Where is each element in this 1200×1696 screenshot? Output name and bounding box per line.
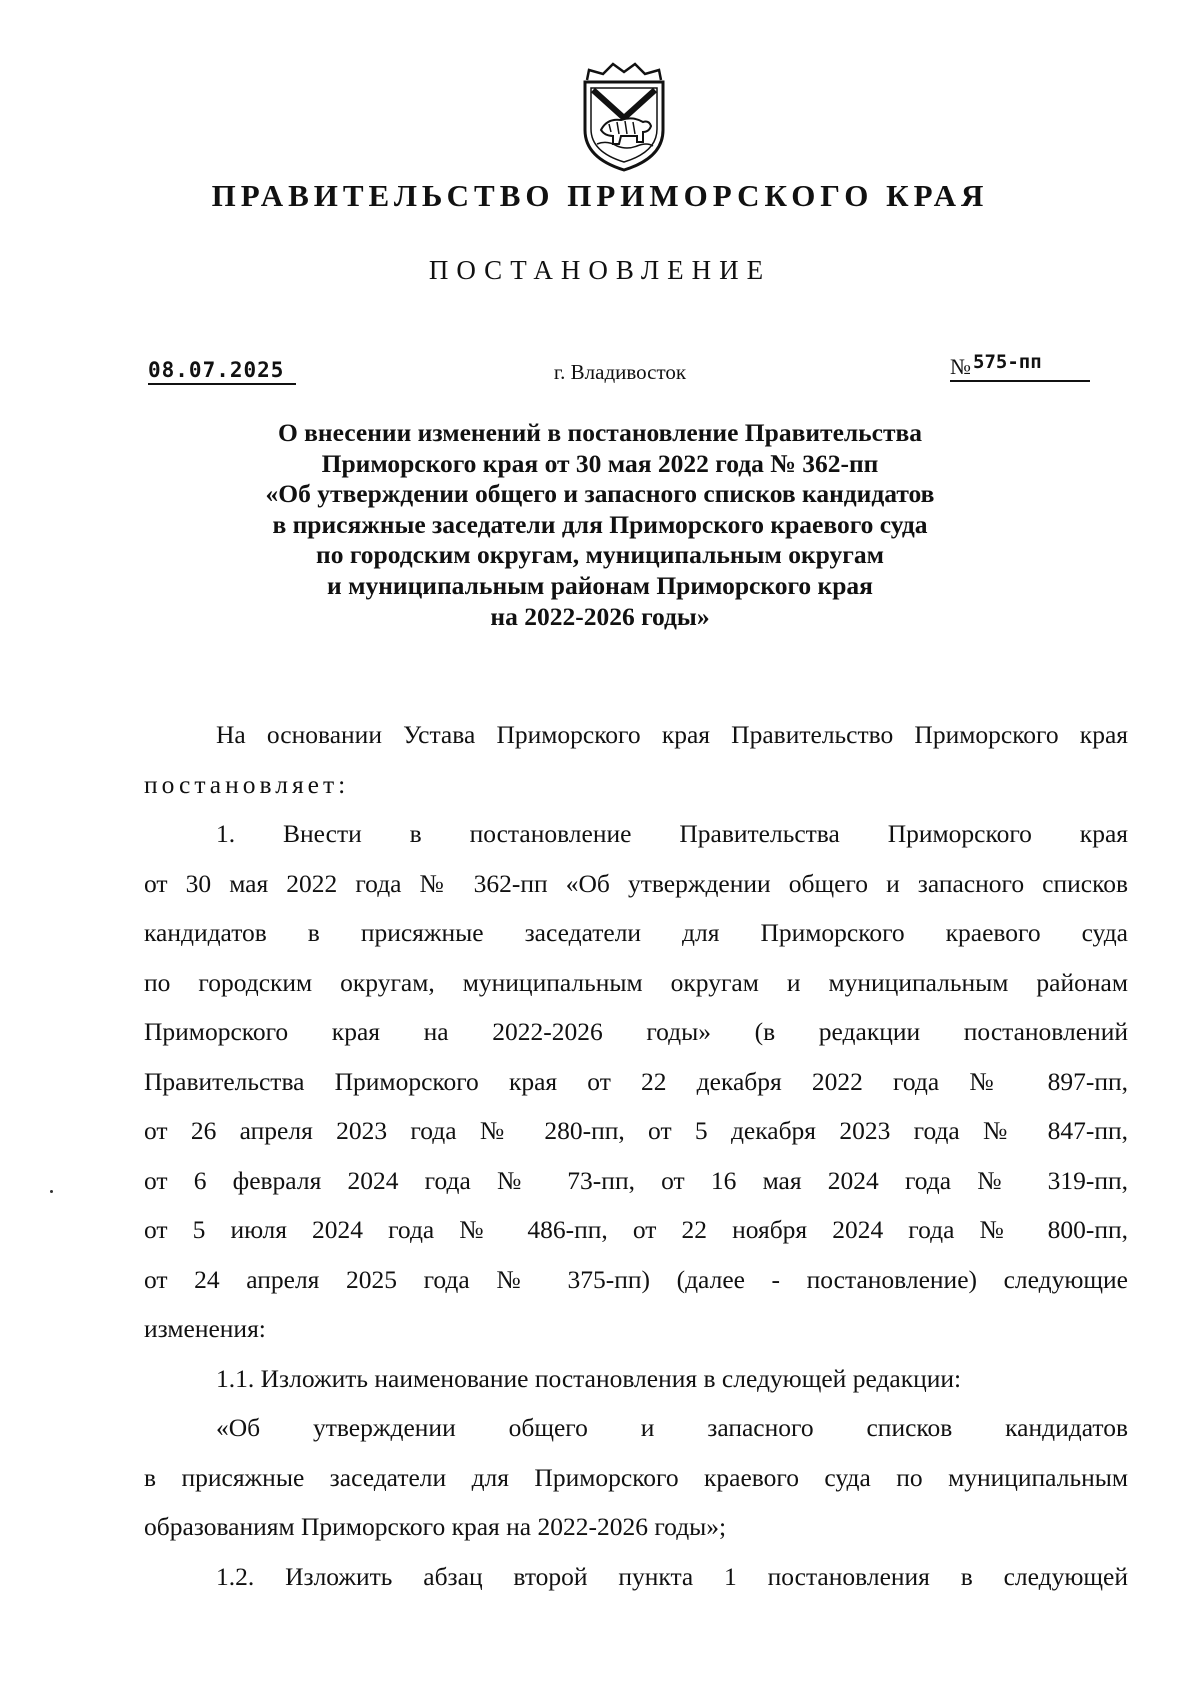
body-line: «Об утверждении общего и запасного списков кандидатов (216, 1413, 1128, 1442)
title-line: по городским округам, муниципальным округам (316, 540, 884, 570)
body-line-decree-word: постановляет: (144, 769, 350, 799)
document-body (144, 710, 1128, 1601)
title-line: О внесении изменений в постановление Правительства (277, 418, 923, 447)
title-line: в присяжные заседатели для Приморского краевого суда (272, 509, 928, 539)
document-type: ПОСТАНОВЛЕНИЕ (428, 255, 772, 285)
body-line: 1. Внести в постановление Правительства Приморского края (216, 819, 1128, 848)
body-line: Правительства Приморского края от 22 декабря 2022 года № 897-пп, (144, 1066, 1128, 1096)
body-line: Приморского края на 2022-2026 годы» (в редакции постановлений (144, 1017, 1128, 1046)
document-city: г. Владивосток (553, 360, 687, 384)
organization-name: ПРАВИТЕЛЬСТВО ПРИМОРСКОГО КРАЯ (211, 178, 989, 213)
body-line: по городским округам, муниципальным округам и муниципальным районам (144, 967, 1128, 997)
coat-of-arms-emblem (577, 58, 671, 172)
title-line: и муниципальным районам Приморского края (327, 570, 873, 600)
body-line: кандидатов в присяжные заседатели для Приморского краевого суда (144, 918, 1128, 947)
title-line: «Об утверждении общего и запасного списков кандидатов (265, 479, 935, 509)
body-line: от 26 апреля 2023 года № 280-пп, от 5 декабря 2023 года № 847-пп, (144, 1116, 1128, 1145)
body-line: от 6 февраля 2024 года № 73-пп, от 16 мая 2024 года № 319-пп, (144, 1165, 1128, 1195)
body-line: от 30 мая 2022 года № 362-пп «Об утверждении общего и запасного списков (144, 868, 1128, 898)
body-line: 1.2. Изложить абзац второй пункта 1 постановления в следующей (216, 1561, 1128, 1591)
body-line: изменения: (144, 1314, 266, 1343)
scan-dot (50, 1190, 53, 1193)
body-line: 1.1. Изложить наименование постановления в следующей редакции: (216, 1363, 962, 1393)
body-line: На основании Устава Приморского края Правительство Приморского края (216, 720, 1128, 749)
document-date: 08.07.2025 (148, 358, 296, 385)
body-line: образованиям Приморского края на 2022-2026 годы»; (144, 1512, 727, 1541)
number-sign: № (950, 354, 971, 379)
number-value: 575-пп (973, 351, 1042, 373)
body-line: от 24 апреля 2025 года № 375-пп) (далее - постановление) следующие (144, 1264, 1128, 1294)
document-title (150, 418, 1050, 632)
document-number (950, 351, 1090, 382)
title-line: на 2022-2026 годы» (490, 601, 710, 631)
body-line: в присяжные заседатели для Приморского краевого суда по муниципальным (144, 1462, 1128, 1492)
body-line: от 5 июля 2024 года № 486-пп, от 22 ноября 2024 года № 800-пп, (144, 1215, 1128, 1244)
title-line: Приморского края от 30 мая 2022 года № 362-пп (321, 448, 879, 478)
